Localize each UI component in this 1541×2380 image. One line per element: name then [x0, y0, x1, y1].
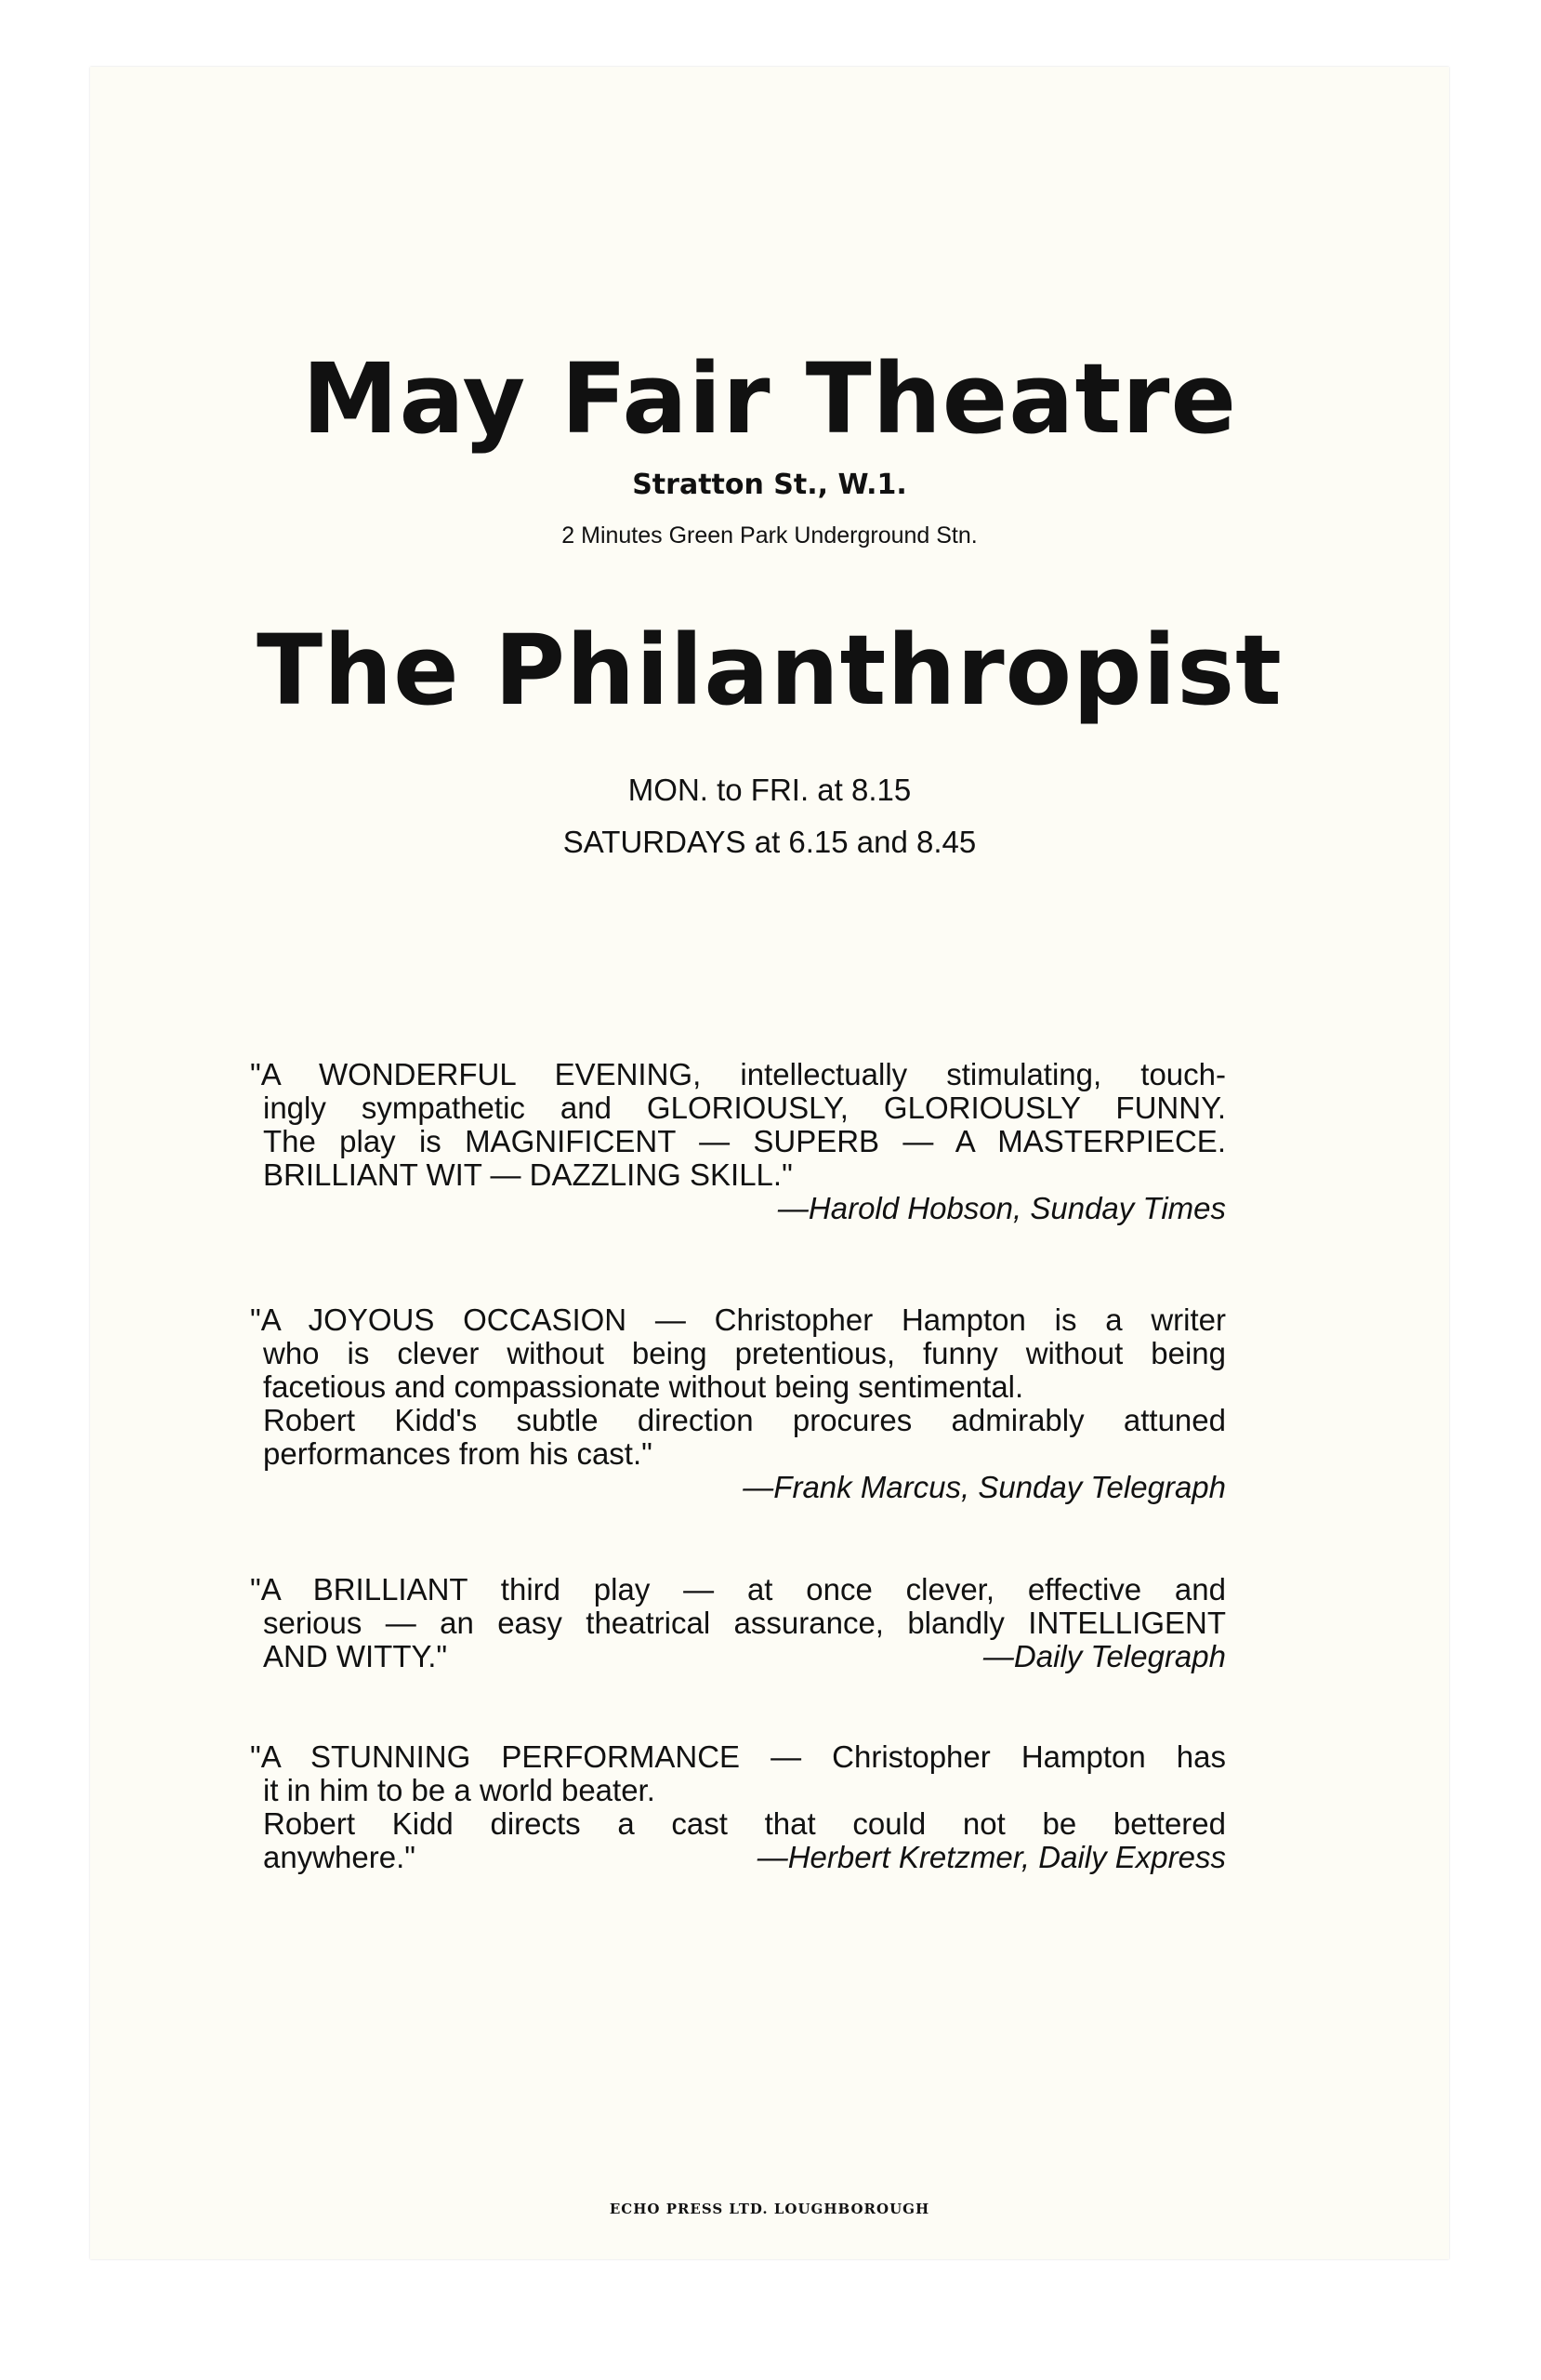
review-line: it in him to be a world beater. [263, 1773, 655, 1807]
review-line: AND WITTY." [263, 1639, 448, 1673]
review-line: "A JOYOUS OCCASION — Christopher Hampton is a writer [250, 1302, 1226, 1337]
review-quote [250, 1057, 1226, 1225]
review-line: Robert Kidd directs a cast that could not be bettered [263, 1806, 1226, 1841]
venue-directions: 2 Minutes Green Park Underground Stn. [561, 522, 978, 549]
review-line: serious — an easy theatrical assurance, blandly INTELLIGENT [263, 1606, 1226, 1640]
review-line: who is clever without being pretentious, funny without being [263, 1336, 1226, 1370]
weekday-times: MON. to FRI. at 8.15 [627, 773, 912, 807]
review-quote [250, 1572, 1226, 1673]
review-last-line [263, 1640, 1226, 1673]
review-attribution: —Frank Marcus, Sunday Telegraph [743, 1470, 1226, 1504]
handbill-page [90, 67, 1449, 2259]
review-quote [250, 1302, 1226, 1504]
review-line: Robert Kidd's subtle direction procures admirably attuned [263, 1403, 1226, 1437]
review-attribution: —Herbert Kretzmer, Daily Express [757, 1840, 1226, 1874]
review-line: The play is MAGNIFICENT — SUPERB — A MASTERPIECE. [263, 1124, 1226, 1158]
review-line: BRILLIANT WIT — DAZZLING SKILL." [263, 1157, 793, 1192]
review-line: "A BRILLIANT third play — at once clever, effective and [250, 1572, 1226, 1606]
review-line: anywhere." [263, 1840, 415, 1874]
venue-title: May Fair Theatre [302, 342, 1237, 456]
review-line: "A STUNNING PERFORMANCE — Christopher Hampton has [250, 1739, 1226, 1774]
play-title: The Philanthropist [257, 614, 1283, 727]
saturday-times: SATURDAYS at 6.15 and 8.45 [562, 825, 977, 859]
review-attribution: —Daily Telegraph [982, 1639, 1226, 1673]
review-attribution: —Harold Hobson, Sunday Times [777, 1191, 1226, 1225]
review-last-line [263, 1841, 1226, 1874]
review-line: facetious and compassionate without being sentimental. [263, 1369, 1024, 1404]
printer-credit: ECHO PRESS LTD. LOUGHBOROUGH [609, 2201, 930, 2217]
review-quote [250, 1739, 1226, 1874]
review-line: performances from his cast." [263, 1436, 652, 1471]
venue-address: Stratton St., W.1. [632, 469, 907, 501]
review-line: ingly sympathetic and GLORIOUSLY, GLORIOUSLY FUNNY. [263, 1091, 1226, 1125]
review-line: "A WONDERFUL EVENING, intellectually stimulating, touch- [250, 1057, 1226, 1091]
performance-times [90, 764, 1449, 868]
